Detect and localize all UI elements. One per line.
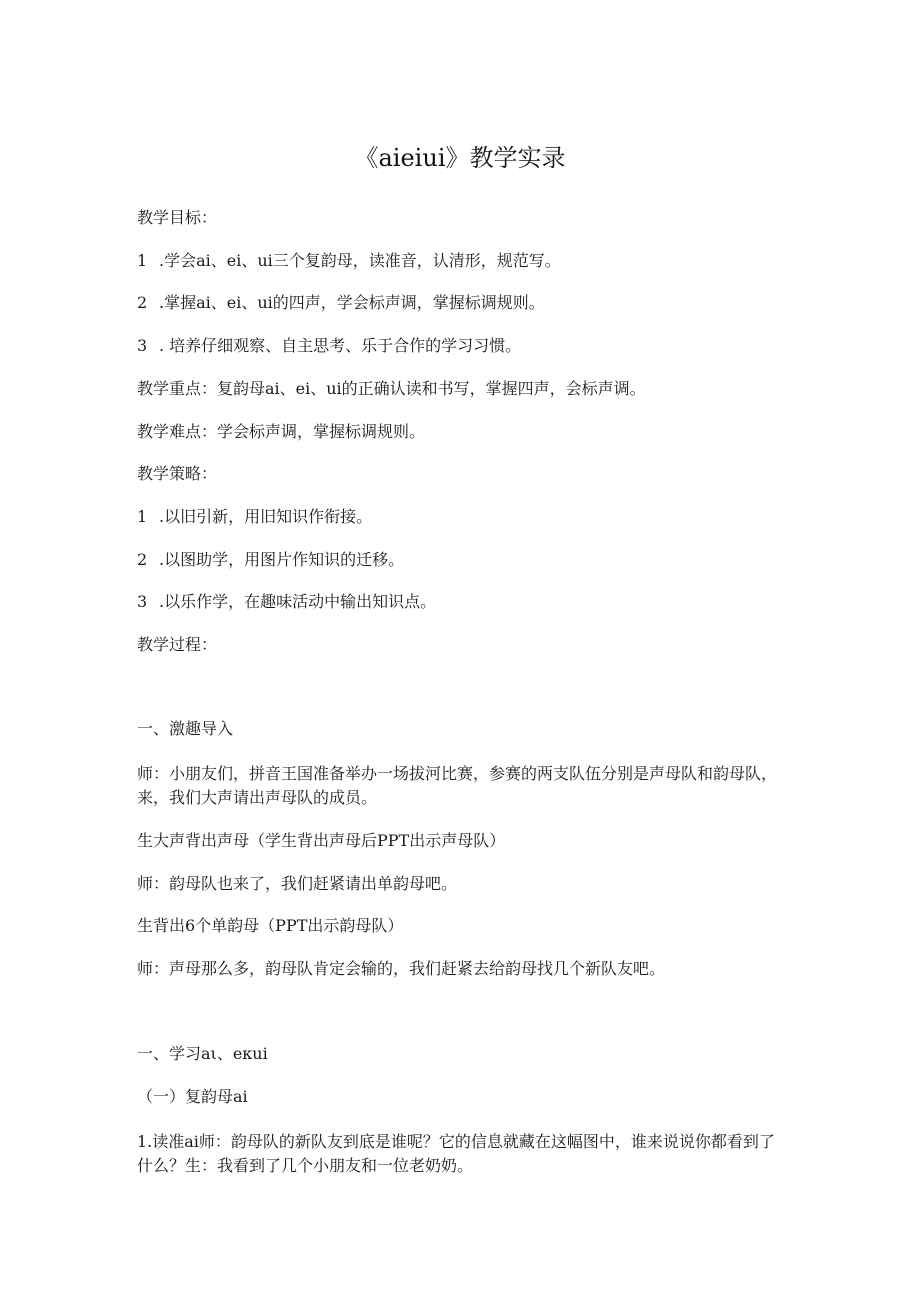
strategy-heading: 教学策略：: [137, 464, 218, 483]
strategy-number: 1: [137, 507, 148, 526]
strategy-text: .以乐作学，在趣味活动中输出知识点。: [159, 592, 437, 611]
goal-text: . 培养仔细观察、自主思考、乐于合作的学习习惯。: [159, 336, 522, 355]
section1-heading: 一、激趣导入: [137, 719, 234, 738]
paragraph: 师：韵母队也来了，我们赶紧请出单韵母吧。: [137, 874, 458, 893]
paragraph: 师：声母那么多，韵母队肯定会输的，我们赶紧去给韵母找几个新队友吧。: [137, 959, 666, 978]
strategy-item-3: [137, 589, 777, 615]
goal-item-3: [137, 333, 777, 359]
strategy-item-2: [137, 547, 777, 573]
strategy-text: .以旧引新，用旧知识作衔接。: [159, 507, 373, 526]
goal-text: .掌握ai、ei、ui的四声，学会标声调，掌握标调规则。: [159, 293, 545, 312]
paragraph: 生大声背出声母（学生背出声母后PPT出示声母队）: [137, 831, 506, 850]
strategy-text: .以图助学，用图片作知识的迁移。: [159, 550, 405, 569]
section2-heading: 一、学习aι、eκui: [137, 1044, 268, 1063]
strategy-number: 3: [137, 592, 148, 611]
paragraph: 1.读准ai师：韵母队的新队友到底是谁呢？它的信息就藏在这幅图中，谁来说说你都看到了什么？生：我看到了几个小朋友和一位老奶奶。: [137, 1132, 775, 1175]
goal-number: 2: [137, 293, 148, 312]
goal-item-1: [137, 248, 777, 274]
goal-item-2: [137, 290, 777, 316]
goal-text: .学会ai、ei、ui三个复韵母，读准音，认清形，规范写。: [159, 251, 561, 270]
paragraph: 生背出6个单韵母（PPT出示韵母队）: [137, 916, 404, 935]
difficulty: 教学难点：学会标声调，掌握标调规则。: [137, 422, 426, 441]
strategy-item-1: [137, 504, 777, 530]
goal-number: 3: [137, 336, 148, 355]
document-title: 《aieiui》教学实录: [354, 144, 566, 172]
key-point: 教学重点：复韵母ai、ei、ui的正确认读和书写，掌握四声，会标声调。: [137, 379, 646, 398]
paragraph: 师：小朋友们，拼音王国准备举办一场拔河比赛，参赛的两支队伍分别是声母队和韵母队，来，我们大声请出声母队的成员。: [137, 764, 778, 807]
goals-heading: 教学目标：: [137, 208, 218, 227]
process-heading: 教学过程：: [137, 635, 218, 654]
goal-number: 1: [137, 251, 148, 270]
section2-subheading: （一）复韵母ai: [137, 1087, 248, 1106]
strategy-number: 2: [137, 550, 148, 569]
